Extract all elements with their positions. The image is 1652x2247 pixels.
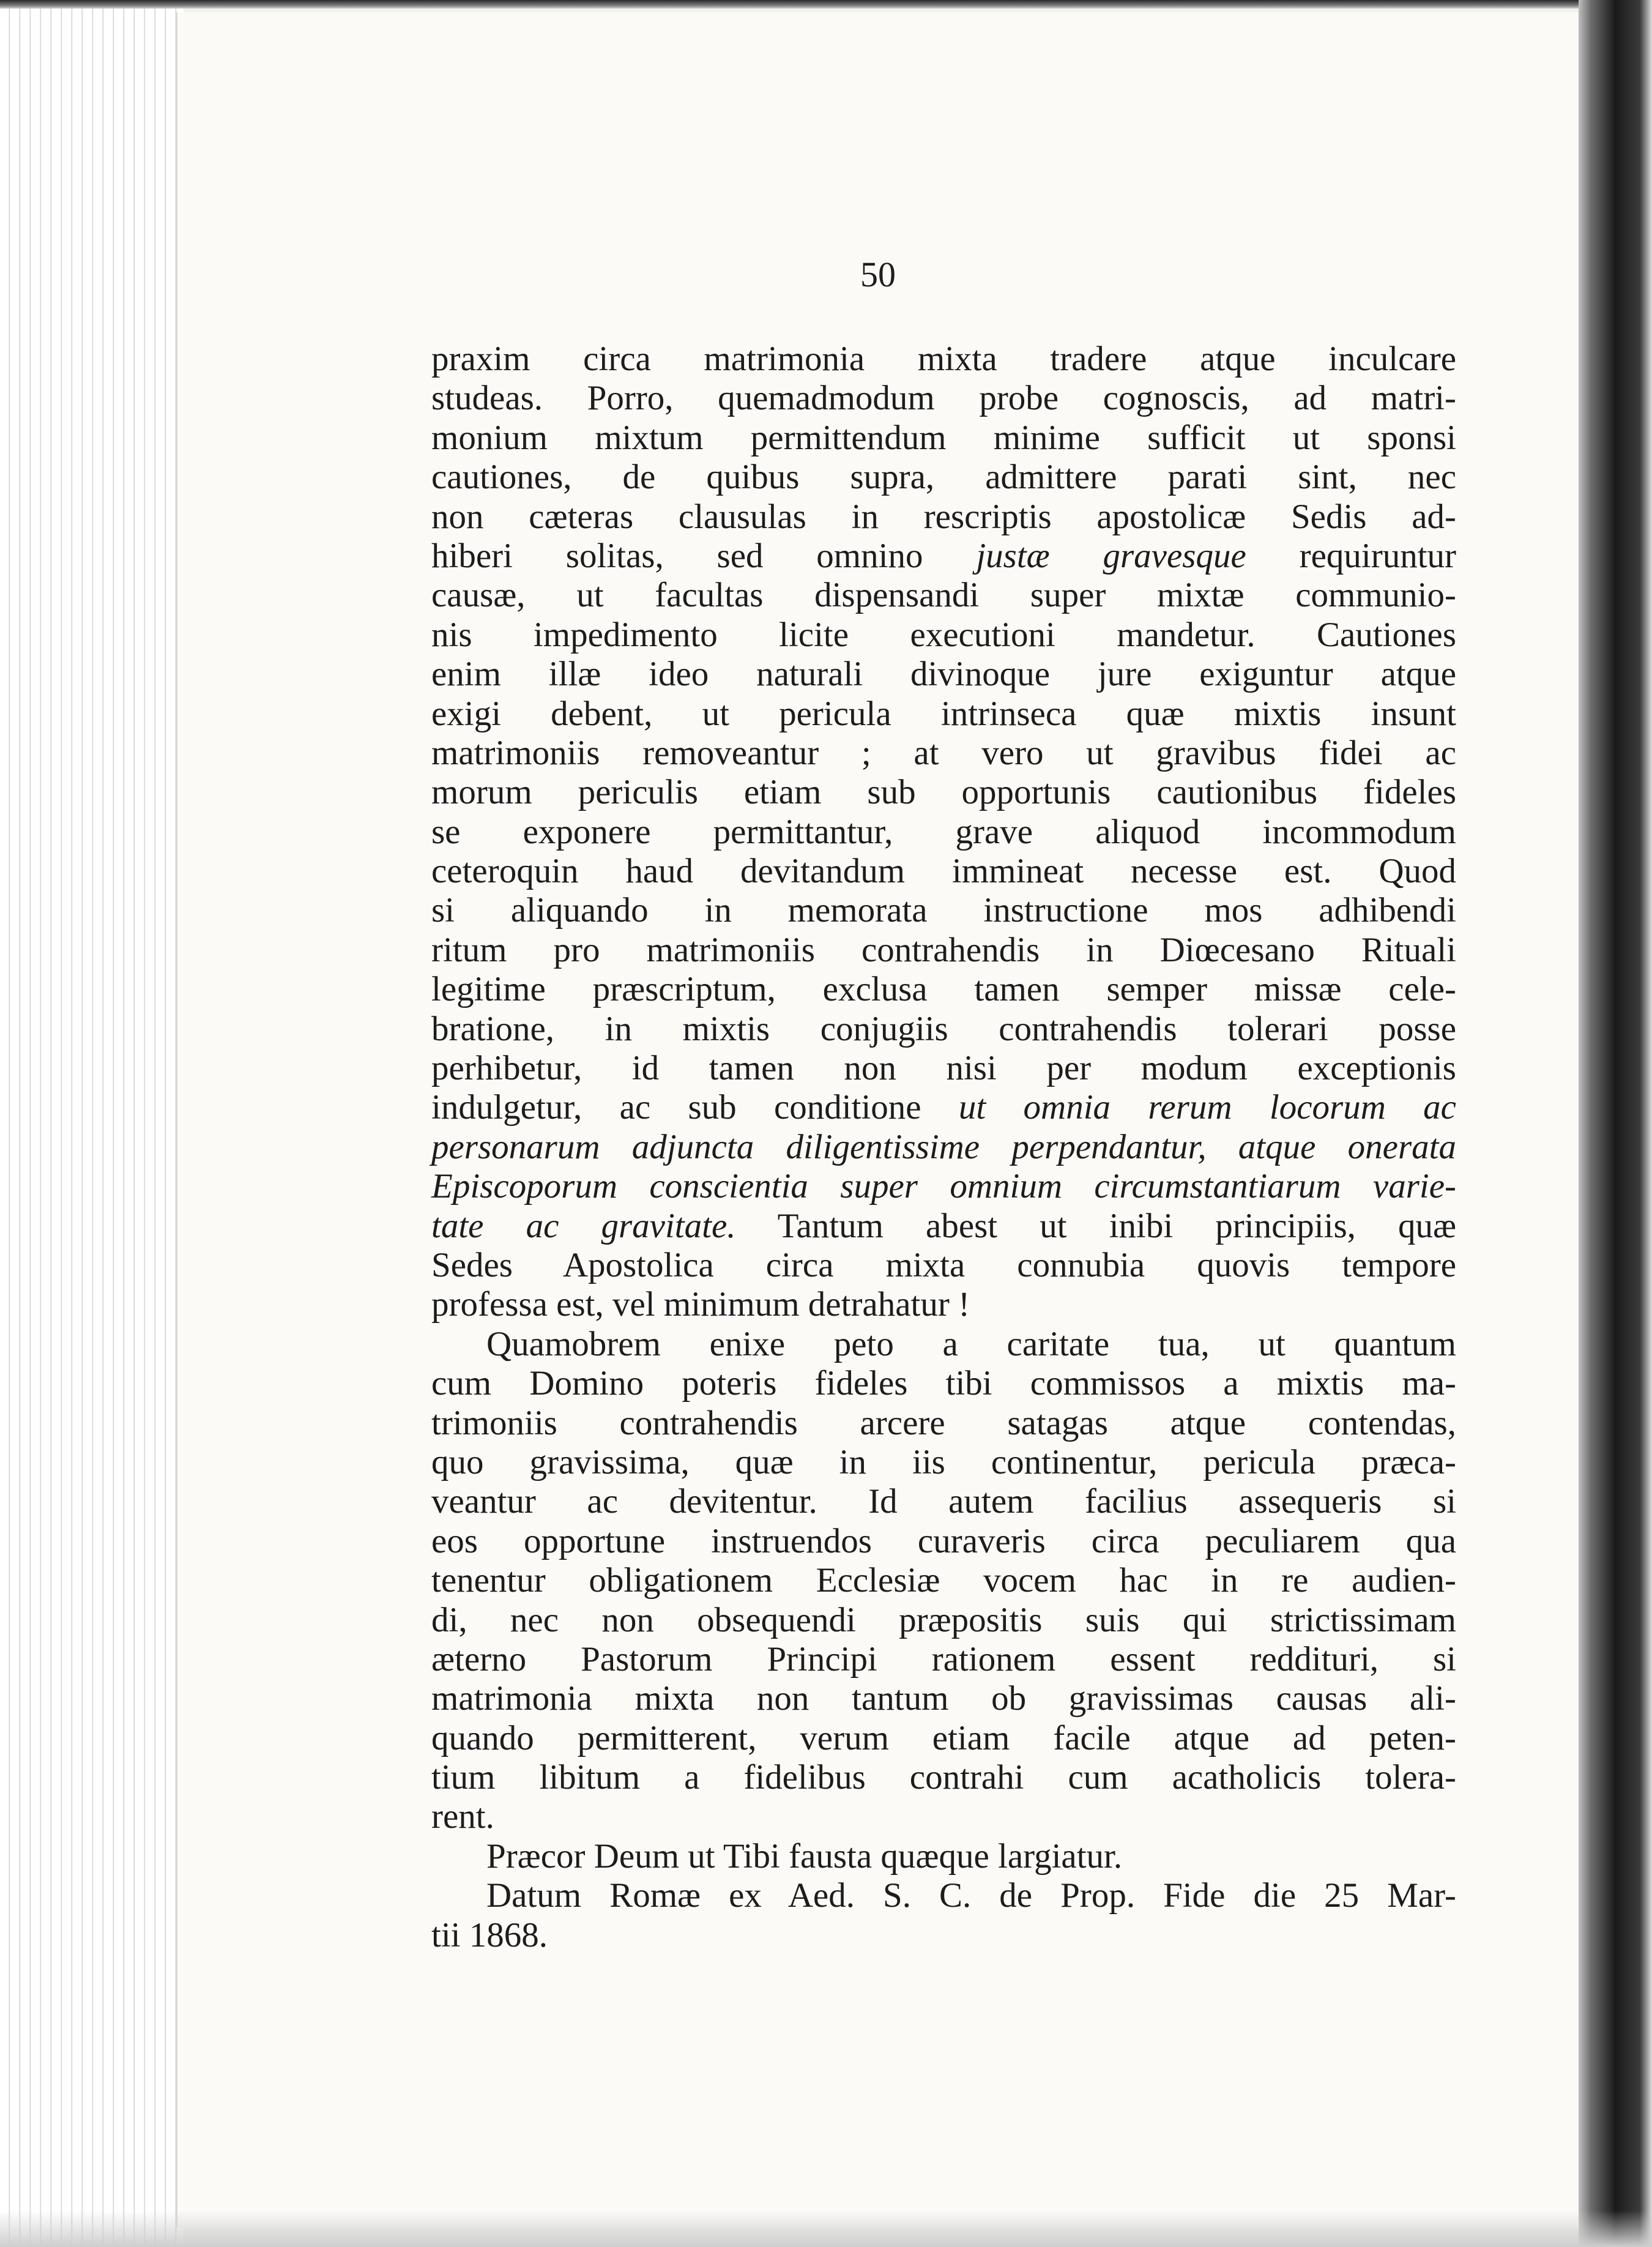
text-line — [431, 458, 1456, 497]
text-segment: Præcor Deum ut Tibi fausta quæque largiatur. — [486, 1836, 1123, 1876]
italic-text-segment: personarum adjuncta diligentissime perpendantur, atque onerata — [431, 1127, 1456, 1166]
text-segment: di, nec non obsequendi præpositis suis qui strictissimam — [431, 1600, 1456, 1639]
text-segment: veantur ac devitentur. Id autem facilius assequeris si — [431, 1482, 1456, 1521]
text-line — [431, 1207, 1456, 1246]
text-segment: professa est, vel minimum detrahatur ! — [431, 1285, 970, 1324]
text-line — [431, 340, 1456, 379]
text-segment: legitime præscriptum, exclusa tamen semper missæ cele- — [431, 970, 1456, 1009]
text-segment: ritum pro matrimoniis contrahendis in Diœcesano Rituali — [431, 930, 1456, 969]
text-segment: quando permitterent, verum etiam facile atque ad peten- — [431, 1718, 1456, 1757]
text-line — [431, 931, 1456, 970]
scan-top-edge — [0, 0, 1652, 9]
text-line — [431, 852, 1456, 891]
italic-text-segment: justæ gravesque — [976, 536, 1246, 575]
text-segment: æterno Pastorum Principi rationem essent reddituri, si — [431, 1639, 1456, 1679]
text-line — [431, 1246, 1456, 1285]
page — [177, 12, 1579, 2227]
text-line — [431, 734, 1456, 773]
body-text — [431, 340, 1456, 1955]
text-segment: tenentur obligationem Ecclesiæ vocem hac in re audien- — [431, 1561, 1456, 1600]
text-segment: exigi debent, ut pericula intrinseca quæ mixtis insunt — [431, 694, 1456, 733]
text-segment: studeas. Porro, quemadmodum probe cognoscis, ad matri- — [431, 379, 1456, 418]
text-line — [431, 497, 1456, 537]
text-segment: monium mixtum permittendum minime sufficit ut sponsi — [431, 418, 1456, 457]
text-segment: tii 1868. — [431, 1915, 548, 1954]
text-segment: se exponere permittantur, grave aliquod incommodum — [431, 812, 1456, 851]
text-line — [431, 419, 1456, 458]
text-segment: praxim circa matrimonia mixta tradere atque inculcare — [431, 340, 1456, 378]
text-line — [431, 1049, 1456, 1088]
text-line — [431, 1443, 1456, 1482]
text-segment: perhibetur, id tamen non nisi per modum exceptionis — [431, 1049, 1456, 1088]
text-segment: cum Domino poteris fideles tibi commissos a mixtis ma- — [431, 1364, 1456, 1403]
scan-bottom-edge — [0, 2210, 1652, 2247]
text-segment: bratione, in mixtis conjugiis contrahendis tolerari posse — [431, 1009, 1456, 1048]
text-segment: nis impedimento licite executioni mandetur. Cautiones — [431, 615, 1456, 654]
page-number: 50 — [860, 255, 896, 294]
book-binding-edge — [1579, 0, 1652, 2247]
text-line — [431, 1601, 1456, 1640]
italic-text-segment: ut omnia rerum locorum ac — [958, 1088, 1456, 1127]
text-segment: eos opportune instruendos curaveris circa peculiarem qua — [431, 1521, 1456, 1560]
text-segment: requiruntur — [1246, 536, 1457, 575]
text-line — [431, 379, 1456, 418]
text-line — [431, 1719, 1456, 1758]
text-line — [431, 1876, 1456, 1915]
text-line — [431, 1797, 1456, 1836]
book-page-edges — [0, 0, 184, 2247]
text-line — [431, 1364, 1456, 1403]
text-segment: Datum Romæ ex Aed. S. C. de Prop. Fide die 25 Mar- — [486, 1876, 1456, 1915]
italic-text-segment: tate ac gravitate. — [431, 1206, 736, 1245]
text-line — [431, 576, 1456, 615]
text-line — [431, 537, 1456, 576]
text-line — [431, 1482, 1456, 1521]
text-line — [431, 1325, 1456, 1364]
text-segment: enim illæ ideo naturali divinoque jure exiguntur atque — [431, 655, 1456, 694]
text-line — [431, 1916, 1456, 1955]
text-line — [431, 891, 1456, 930]
text-segment: indulgetur, ac sub conditione — [431, 1088, 959, 1127]
text-segment: trimoniis contrahendis arcere satagas atque contendas, — [431, 1403, 1456, 1442]
text-segment: tium libitum a fidelibus contrahi cum acatholicis tolera- — [431, 1758, 1456, 1797]
text-segment: si aliquando in memorata instructione mos adhibendi — [431, 891, 1456, 930]
text-segment: rent. — [431, 1797, 494, 1836]
text-segment: matrimoniis removeantur ; at vero ut gravibus fidei ac — [431, 733, 1456, 772]
text-line — [431, 1640, 1456, 1679]
text-segment: cautiones, de quibus supra, admittere parati sint, nec — [431, 458, 1456, 497]
text-line — [431, 1758, 1456, 1797]
italic-text-segment: Episcoporum conscientia super omnium circumstantiarum varie- — [431, 1167, 1456, 1206]
text-line — [431, 1561, 1456, 1600]
text-segment: morum periculis etiam sub opportunis cautionibus fideles — [431, 773, 1456, 812]
text-segment: Tantum abest ut inibi principiis, quæ — [735, 1206, 1456, 1245]
text-segment: non cæteras clausulas in rescriptis apostolicæ Sedis ad- — [431, 497, 1456, 536]
text-line — [431, 813, 1456, 852]
text-segment: ceteroquin haud devitandum immineat necesse est. Quod — [431, 852, 1456, 891]
text-segment: hiberi solitas, sed omnino — [431, 536, 977, 575]
text-line — [431, 1679, 1456, 1718]
text-line — [431, 655, 1456, 694]
text-segment: Sedes Apostolica circa mixta connubia quovis tempore — [431, 1245, 1456, 1284]
text-line — [431, 970, 1456, 1009]
text-segment: causæ, ut facultas dispensandi super mixtæ communio- — [431, 576, 1456, 615]
text-line — [431, 1128, 1456, 1167]
text-line — [431, 1522, 1456, 1561]
text-line — [431, 1285, 1456, 1324]
text-line — [431, 695, 1456, 734]
text-segment: Quamobrem enixe peto a caritate tua, ut quantum — [486, 1324, 1456, 1363]
text-line — [431, 1010, 1456, 1049]
text-segment: matrimonia mixta non tantum ob gravissimas causas ali- — [431, 1679, 1456, 1718]
text-line — [431, 1404, 1456, 1443]
text-line — [431, 1837, 1456, 1876]
text-line — [431, 1088, 1456, 1127]
text-line — [431, 616, 1456, 655]
text-line — [431, 1167, 1456, 1206]
text-segment: quo gravissima, quæ in iis continentur, pericula præca- — [431, 1442, 1456, 1481]
text-line — [431, 773, 1456, 812]
